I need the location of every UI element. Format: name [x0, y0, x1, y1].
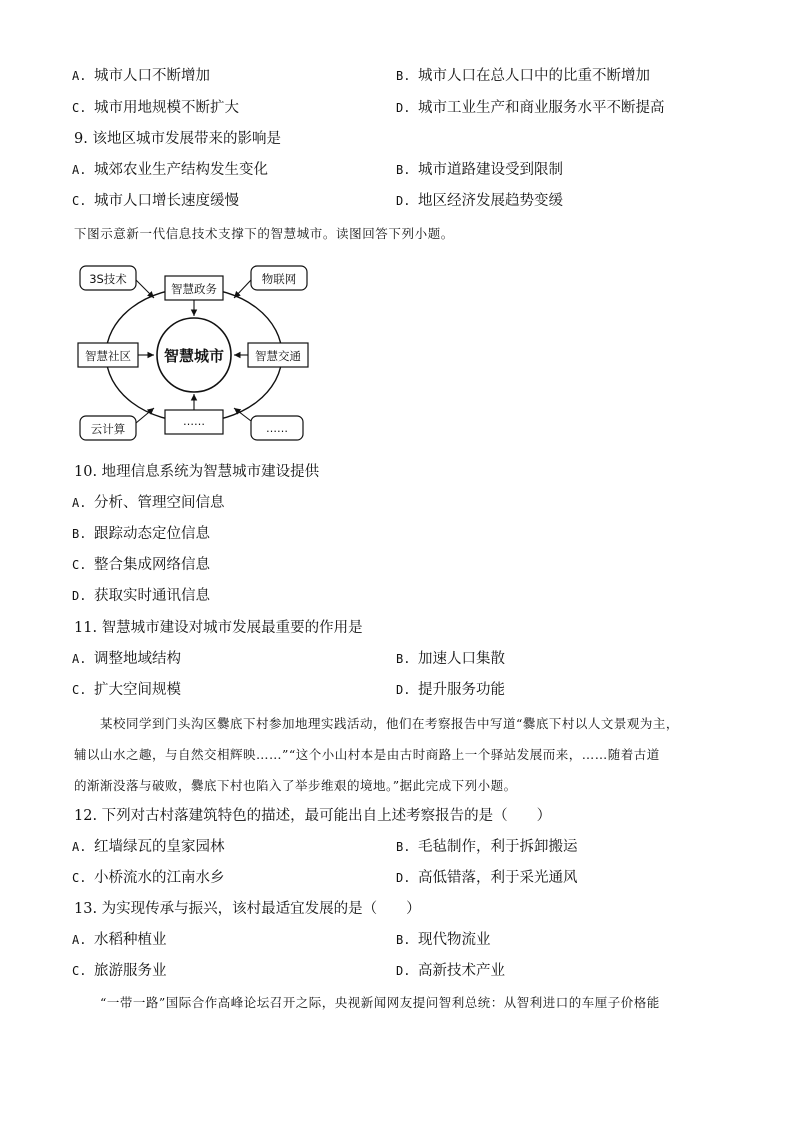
q11-option-c: [72, 680, 181, 700]
option-letter: B.: [396, 163, 411, 177]
q11-option-a: [72, 649, 181, 669]
option-text: 毛毡制作，利于拆卸搬运: [418, 839, 578, 855]
label-corner-tl: 3S技术: [89, 272, 127, 286]
option-text: 城市人口在总人口中的比重不断增加: [418, 68, 650, 84]
q8-option-c: [72, 98, 239, 118]
q13-option-b: [396, 930, 491, 950]
option-text: 小桥流水的江南水乡: [94, 870, 225, 886]
option-letter: D.: [396, 871, 411, 885]
option-letter: D.: [396, 964, 411, 978]
option-letter: C.: [72, 194, 87, 208]
q10-option-d: [72, 586, 210, 606]
option-text: 调整地域结构: [94, 651, 181, 667]
q9-stem: 9. 该地区城市发展带来的影响是: [74, 131, 281, 147]
q10-option-c: [72, 555, 210, 575]
label-top: 智慧政务: [171, 282, 217, 296]
option-text: 跟踪动态定位信息: [94, 526, 210, 542]
option-text: 高低错落，利于采光通风: [418, 870, 578, 886]
option-text: 城市用地规模不断扩大: [94, 100, 239, 116]
option-letter: A.: [72, 496, 87, 510]
q10-stem: 10. 地理信息系统为智慧城市建设提供: [74, 464, 320, 480]
passage-village-line3: 的渐渐没落与破败，爨底下村也陷入了举步维艰的境地。”据此完成下列小题。: [74, 778, 517, 793]
q13-option-d: [396, 961, 505, 981]
option-letter: B.: [396, 69, 411, 83]
passage-village-line2: 辅以山水之趣，与自然交相辉映……”“这个小山村本是由古时商路上一个驿站发展而来，……随着古道: [74, 747, 660, 762]
label-left: 智慧社区: [85, 349, 131, 363]
smart-city-diagram: [74, 258, 324, 448]
q9-option-d: [396, 191, 563, 211]
arrow-corner-tl: [136, 280, 154, 298]
label-corner-bl: 云计算: [90, 422, 126, 436]
q12-option-b: [396, 837, 578, 857]
option-text: 城市人口不断增加: [94, 68, 210, 84]
option-text: 旅游服务业: [94, 963, 167, 979]
label-right: 智慧交通: [255, 349, 301, 363]
option-text: 获取实时通讯信息: [94, 588, 210, 604]
option-text: 分析、管理空间信息: [94, 495, 225, 511]
option-letter: A.: [72, 933, 87, 947]
q12-option-a: [72, 837, 225, 857]
option-letter: D.: [396, 101, 411, 115]
option-text: 高新技术产业: [418, 963, 505, 979]
option-text: 地区经济发展趋势变缓: [418, 193, 563, 209]
q13-option-c: [72, 961, 167, 981]
option-letter: B.: [396, 840, 411, 854]
option-letter: B.: [396, 933, 411, 947]
option-letter: B.: [72, 527, 87, 541]
q10-option-a: [72, 493, 225, 513]
q9-option-c: [72, 191, 239, 211]
option-text: 城郊农业生产结构发生变化: [94, 162, 268, 178]
option-letter: C.: [72, 558, 87, 572]
q8-option-a: [72, 66, 210, 86]
option-letter: A.: [72, 163, 87, 177]
intro-smart-city: 下图示意新一代信息技术支撑下的智慧城市。读图回答下列小题。: [74, 226, 454, 241]
option-letter: B.: [396, 652, 411, 666]
option-letter: A.: [72, 69, 87, 83]
option-letter: A.: [72, 652, 87, 666]
q11-stem: 11. 智慧城市建设对城市发展最重要的作用是: [74, 620, 363, 636]
q12-stem: 12. 下列对古村落建筑特色的描述，最可能出自上述考察报告的是（ ）: [74, 808, 552, 824]
q9-option-a: [72, 160, 268, 180]
option-text: 红墙绿瓦的皇家园林: [94, 839, 225, 855]
q10-option-b: [72, 524, 210, 544]
passage-belt-road-line1: “一带一路”国际合作高峰论坛召开之际，央视新闻网友提问智利总统：从智利进口的车厘子价格能: [100, 995, 660, 1010]
q13-option-a: [72, 930, 167, 950]
option-letter: D.: [72, 589, 87, 603]
option-text: 整合集成网络信息: [94, 557, 210, 573]
q9-option-b: [396, 160, 563, 180]
option-text: 城市人口增长速度缓慢: [94, 193, 239, 209]
passage-village-line1: 某校同学到门头沟区爨底下村参加地理实践活动，他们在考察报告中写道“爨底下村以人文景观为主，: [100, 716, 679, 731]
label-bottom: ……: [183, 415, 205, 428]
label-corner-br: ……: [266, 422, 288, 435]
option-text: 水稻种植业: [94, 932, 167, 948]
option-text: 加速人口集散: [418, 651, 505, 667]
option-letter: C.: [72, 101, 87, 115]
option-text: 城市道路建设受到限制: [418, 162, 563, 178]
option-letter: D.: [396, 683, 411, 697]
q8-option-b: [396, 66, 650, 86]
q13-stem: 13. 为实现传承与振兴，该村最适宜发展的是（ ）: [74, 901, 421, 917]
q12-option-d: [396, 868, 578, 888]
q11-option-b: [396, 649, 505, 669]
q12-option-c: [72, 868, 225, 888]
option-text: 城市工业生产和商业服务水平不断提高: [418, 100, 665, 116]
center-label: 智慧城市: [163, 347, 225, 365]
option-letter: C.: [72, 871, 87, 885]
option-letter: A.: [72, 840, 87, 854]
arrow-corner-tr: [234, 280, 251, 298]
q11-option-d: [396, 680, 505, 700]
q8-option-d: [396, 98, 665, 118]
label-corner-tr: 物联网: [261, 272, 297, 286]
option-text: 现代物流业: [418, 932, 491, 948]
option-text: 提升服务功能: [418, 682, 505, 698]
option-text: 扩大空间规模: [94, 682, 181, 698]
option-letter: D.: [396, 194, 411, 208]
option-letter: C.: [72, 964, 87, 978]
option-letter: C.: [72, 683, 87, 697]
